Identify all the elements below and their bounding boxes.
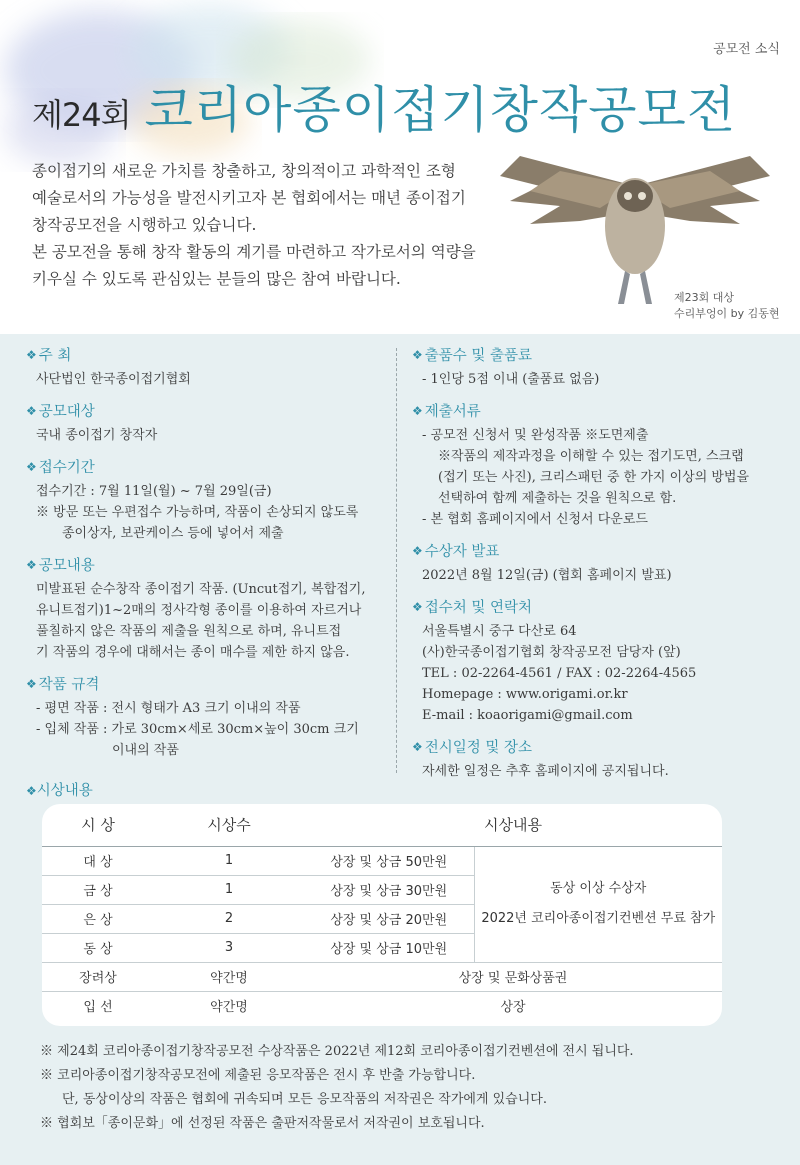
diamond-bullet-icon: ❖ <box>412 347 423 362</box>
section-line: (접기 또는 사진), 크리스패턴 중 한 가지 이상의 방법을 <box>438 470 750 485</box>
section-title-text: 공모대상 <box>38 404 95 420</box>
photo-caption <box>674 290 780 322</box>
section-title-target <box>26 400 386 421</box>
diamond-bullet-icon: ❖ <box>412 599 423 614</box>
merged-note-line: 2022년 코리아종이접기컨벤션 무료 참가 <box>481 911 716 926</box>
section-title-content <box>26 554 386 575</box>
diamond-bullet-icon: ❖ <box>412 739 423 754</box>
diamond-bullet-icon: ❖ <box>412 543 423 558</box>
section-title-text: 수상자 발표 <box>424 544 500 560</box>
awards-title-text: 시상내용 <box>36 783 93 799</box>
section-line: - 공모전 신청서 및 완성작품 ※도면제출 <box>422 428 649 443</box>
section-body-documents <box>412 425 792 530</box>
section-body-announce <box>412 565 792 586</box>
section-line: 미발표된 순수창작 종이접기 작품. (Uncut접기, 복합접기, <box>36 582 366 597</box>
title-main: 코리아종이접기창작공모전 <box>144 81 737 139</box>
column-divider <box>396 348 397 773</box>
section-line: TEL : 02-2264-4561 / FAX : 02-2264-4565 <box>422 666 697 681</box>
award-name: 장려상 <box>42 962 154 991</box>
section-line: ※ 방문 또는 우편접수 가능하며, 작품이 손상되지 않도록 <box>36 505 359 520</box>
awards-table <box>42 804 722 1020</box>
section-body-period <box>26 481 386 544</box>
section-line: 기 작품의 경우에 대해서는 종이 매수를 제한 하지 않음. <box>36 645 350 660</box>
footnote: 단, 동상이상의 작품은 협회에 귀속되며 모든 응모작품의 저작권은 작가에게 있습니다. <box>62 1092 547 1107</box>
diamond-bullet-icon: ❖ <box>26 676 37 691</box>
diamond-bullet-icon: ❖ <box>26 347 37 362</box>
award-prize: 상장 <box>500 1000 526 1016</box>
section-line: ※작품의 제작과정을 이해할 수 있는 접기도면, 스크랩 <box>438 449 744 464</box>
section-body-spec <box>26 698 386 761</box>
award-count: 약간명 <box>210 1000 248 1016</box>
section-body-entries <box>412 369 792 390</box>
award-count: 1 <box>154 875 304 904</box>
award-name: 동 상 <box>42 933 154 962</box>
award-prize: 상장 및 문화상품권 <box>304 962 722 991</box>
intro-line: 키우실 수 있도록 관심있는 분들의 많은 참여 바랍니다. <box>32 270 401 288</box>
table-row <box>42 962 722 991</box>
award-prize: 상장 및 상금 30만원 <box>304 875 474 904</box>
section-body-exhibition <box>412 761 792 782</box>
awards-header-prize: 시상내용 <box>304 804 722 846</box>
footnote: ※ 협회보「종이문화」에 선정된 작품은 출판저작물로서 저작권이 보호됩니다. <box>40 1116 485 1131</box>
section-line: 사단법인 한국종이접기협회 <box>36 372 191 387</box>
section-title-contact <box>412 596 792 617</box>
section-title-text: 출품수 및 출품료 <box>424 348 533 364</box>
section-line: - 본 협회 홈페이지에서 신청서 다운로드 <box>422 512 648 527</box>
section-body-contact <box>412 621 792 726</box>
award-name: 은 상 <box>42 904 154 933</box>
intro-paragraph <box>32 158 492 293</box>
awards-header-award: 시 상 <box>42 804 154 846</box>
awards-title <box>26 779 93 800</box>
section-title-text: 제출서류 <box>424 404 481 420</box>
section-title-spec <box>26 673 386 694</box>
footnotes <box>40 1040 780 1136</box>
section-title-text: 공모내용 <box>38 558 95 574</box>
intro-line: 창작공모전을 시행하고 있습니다. <box>32 216 257 234</box>
award-prize: 상장 및 상금 50만원 <box>304 846 474 875</box>
diamond-bullet-icon: ❖ <box>26 557 37 572</box>
right-column <box>412 344 792 792</box>
award-count: 3 <box>154 933 304 962</box>
award-prize: 상장 및 상금 20만원 <box>304 904 474 933</box>
section-title-text: 접수기간 <box>38 460 95 476</box>
email-link[interactable]: E-mail : koaorigami@gmail.com <box>422 708 633 723</box>
table-row <box>42 991 722 1020</box>
section-line: 접수기간 : 7월 11일(월) ~ 7월 29일(금) <box>36 484 272 499</box>
section-title-text: 접수처 및 연락처 <box>424 600 533 616</box>
section-line: - 1인당 5점 이내 (출품료 없음) <box>422 372 600 387</box>
award-count: 1 <box>154 846 304 875</box>
caption-line: 수리부엉이 by 김동현 <box>674 307 780 320</box>
diamond-bullet-icon: ❖ <box>26 459 37 474</box>
left-column <box>26 344 386 771</box>
header-area <box>0 0 800 334</box>
diamond-bullet-icon: ❖ <box>412 403 423 418</box>
award-name: 금 상 <box>42 875 154 904</box>
footnote: ※ 코리아종이접기창작공모전에 제출된 응모작품은 전시 후 반출 가능합니다. <box>40 1068 476 1083</box>
section-body-content <box>26 579 386 663</box>
diamond-bullet-icon: ❖ <box>26 784 37 798</box>
section-title-text: 전시일정 및 장소 <box>424 740 533 756</box>
section-line: 서울특별시 중구 다산로 64 <box>422 624 577 639</box>
section-title-announce <box>412 540 792 561</box>
award-name: 대 상 <box>42 846 154 875</box>
page-title <box>32 70 736 142</box>
award-prize: 상장 및 상금 10만원 <box>304 933 474 962</box>
award-name: 입 선 <box>83 1000 113 1016</box>
award-count: 2 <box>154 904 304 933</box>
section-line: 풀칠하지 않은 작품의 제출을 원칙으로 하며, 유니트접 <box>36 624 342 639</box>
homepage-link[interactable]: Homepage : www.origami.or.kr <box>422 687 628 702</box>
section-body-host <box>26 369 386 390</box>
intro-line: 예술로서의 가능성을 발전시키고자 본 협회에서는 매년 종이접기 <box>32 189 466 207</box>
section-line: 유니트접기)1~2매의 정사각형 종이를 이용하여 자르거나 <box>36 603 362 618</box>
intro-line: 본 공모전을 통해 창작 활동의 계기를 마련하고 작가로서의 역량을 <box>32 243 476 261</box>
section-line: - 입체 작품 : 가로 30cm×세로 30cm×높이 30cm 크기 <box>36 722 359 737</box>
section-title-text: 주 최 <box>38 348 72 364</box>
section-body-target <box>26 425 386 446</box>
section-line: 자세한 일정은 추후 홈페이지에 공지됩니다. <box>422 764 669 779</box>
section-line: (사)한국종이접기협회 창작공모전 담당자 (앞) <box>422 645 681 660</box>
award-count: 약간명 <box>154 962 304 991</box>
awards-header-count: 시상수 <box>154 804 304 846</box>
footnote: ※ 제24회 코리아종이접기창작공모전 수상작품은 2022년 제12회 코리아종이접기컨벤션에 전시 됩니다. <box>40 1044 634 1059</box>
section-line: 2022년 8월 12일(금) (협회 홈페이지 발표) <box>422 568 672 583</box>
award-merged-note <box>474 846 722 962</box>
section-line: 국내 종이접기 창작자 <box>36 428 158 443</box>
section-title-host <box>26 344 386 365</box>
diamond-bullet-icon: ❖ <box>26 403 37 418</box>
section-line: 선택하여 함께 제출하는 것을 원칙으로 함. <box>438 491 677 506</box>
section-title-documents <box>412 400 792 421</box>
merged-note-line: 동상 이상 수상자 <box>550 881 647 896</box>
section-title-period <box>26 456 386 477</box>
title-prefix: 제24회 <box>32 96 131 134</box>
intro-line: 종이접기의 새로운 가치를 창출하고, 창의적이고 과학적인 조형 <box>32 162 456 180</box>
section-title-entries <box>412 344 792 365</box>
table-row <box>42 846 722 875</box>
section-title-text: 작품 규격 <box>38 677 100 693</box>
section-tag: 공모전 소식 <box>713 42 780 57</box>
section-line: 종이상자, 보관케이스 등에 넣어서 제출 <box>62 526 284 541</box>
section-title-exhibition <box>412 736 792 757</box>
caption-line: 제23회 대상 <box>674 291 734 304</box>
section-line: - 평면 작품 : 전시 형태가 A3 크기 이내의 작품 <box>36 701 301 716</box>
section-line: 이내의 작품 <box>112 743 179 758</box>
